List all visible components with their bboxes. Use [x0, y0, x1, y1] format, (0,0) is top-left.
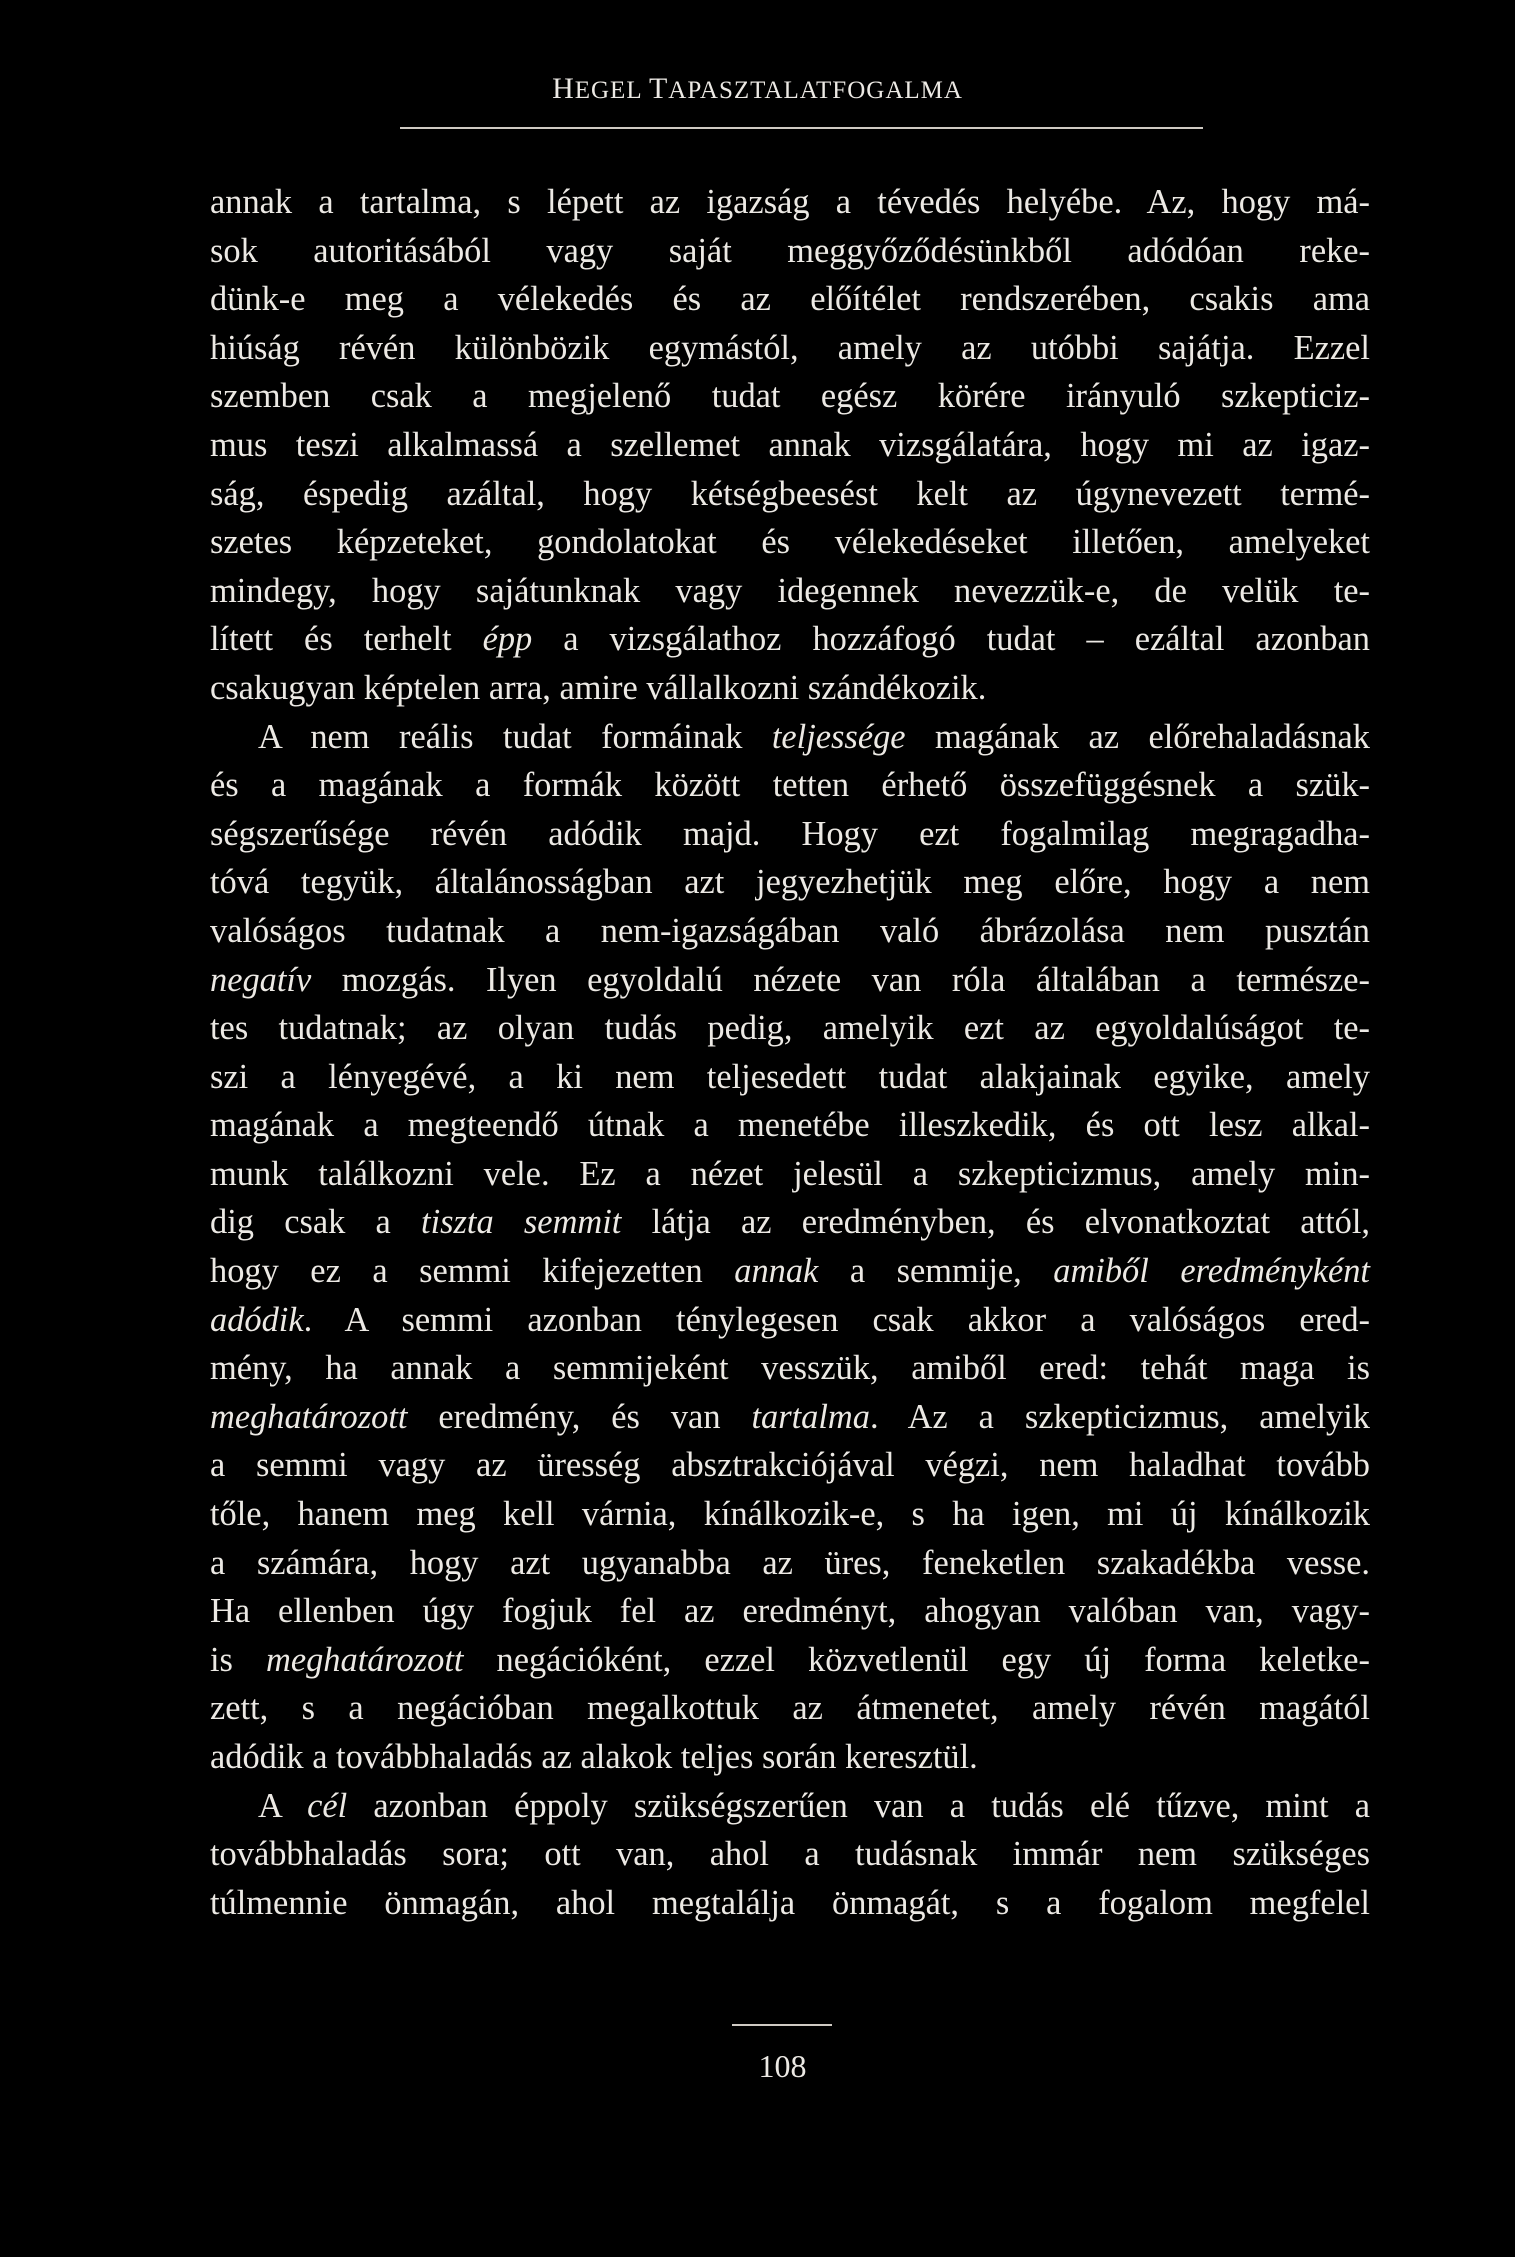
text-line: csakugyan képtelen arra, amire vállalkozni szándékozik.: [210, 668, 987, 707]
emphasized-term: tiszta semmit: [421, 1203, 622, 1242]
text-line: tóvá tegyük, általánosságban azt jegyezhetjük meg előre, hogy a nem: [210, 863, 1370, 902]
text-line: dünk-e meg a vélekedés és az előítélet rendszerében, csakis ama: [210, 280, 1370, 319]
body-text: [210, 178, 1370, 1927]
text-line: a számára, hogy azt ugyanabba az üres, feneketlen szakadékba vesse.: [210, 1543, 1370, 1582]
text-line: a semmi vagy az üresség absztrakciójával végzi, nem haladhat tovább: [210, 1446, 1370, 1485]
emphasized-term: cél: [307, 1786, 348, 1825]
emphasized-term: tartalma: [751, 1397, 870, 1436]
footer-rule: [732, 2024, 832, 2026]
text-line: dig csak a tiszta semmit látja az eredményben, és elvonatkoztat attól,: [210, 1203, 1370, 1242]
emphasized-term: amiből eredményként: [1053, 1252, 1370, 1291]
text-line: és a magának a formák között tetten érhető összefüggésnek a szük-: [210, 766, 1370, 805]
text-line: A cél azonban éppoly szükségszerűen van a tudás elé tűzve, mint a: [258, 1786, 1370, 1825]
text-line: szi a lényegévé, a ki nem teljesedett tudat alakjainak egyike, amely: [210, 1057, 1370, 1096]
text-line: Ha ellenben úgy fogjuk fel az eredményt, ahogyan valóban van, vagy-: [210, 1592, 1370, 1631]
emphasized-term: meghatározott: [266, 1640, 464, 1679]
text-line: sok autoritásából vagy saját meggyőződésünkből adódóan reke-: [210, 231, 1370, 270]
text-line: túlmennie önmagán, ahol megtalálja önmagát, s a fogalom megfelel: [210, 1883, 1370, 1922]
text-line: negatív mozgás. Ilyen egyoldalú nézete van róla általában a természe-: [210, 960, 1370, 999]
emphasized-term: annak: [734, 1252, 819, 1291]
emphasized-term: adódik: [210, 1300, 304, 1339]
text-line: mindegy, hogy sajátunknak vagy idegennek nevezzük-e, de velük te-: [210, 571, 1370, 610]
text-line: zett, s a negációban megalkottuk az átmenetet, amely révén magától: [210, 1689, 1370, 1728]
text-line: magának a megteendő útnak a menetébe illeszkedik, és ott lesz alkal-: [210, 1106, 1370, 1145]
text-line: valóságos tudatnak a nem-igazságában való ábrázolása nem pusztán: [210, 911, 1370, 950]
text-line: mus teszi alkalmassá a szellemet annak vizsgálatára, hogy mi az igaz-: [210, 425, 1370, 464]
emphasized-term: negatív: [210, 960, 312, 999]
text-line: hiúság révén különbözik egymástól, amely az utóbbi sajátja. Ezzel: [210, 328, 1370, 367]
text-line: is meghatározott negációként, ezzel közvetlenül egy új forma keletke-: [210, 1640, 1370, 1679]
text-line: tőle, hanem meg kell várnia, kínálkozik-e, s ha igen, mi új kínálkozik: [210, 1495, 1370, 1534]
text-line: ság, éspedig azáltal, hogy kétségbeesést kelt az úgynevezett termé-: [210, 474, 1370, 513]
text-line: mény, ha annak a semmijeként vesszük, amiből ered: tehát maga is: [210, 1349, 1370, 1388]
text-line: adódik a továbbhaladás az alakok teljes során keresztül.: [210, 1738, 978, 1776]
text-line: annak a tartalma, s lépett az igazság a tévedés helyébe. Az, hogy má-: [210, 183, 1370, 221]
text-line: munk találkozni vele. Ez a nézet jelesül a szkepticizmus, amely min-: [210, 1154, 1370, 1193]
text-line: ségszerűsége révén adódik majd. Hogy ezt fogalmilag megragadha-: [210, 814, 1370, 853]
emphasized-term: épp: [482, 620, 533, 659]
text-line: A nem reális tudat formáinak teljessége magának az előrehaladásnak: [258, 717, 1370, 756]
text-line: meghatározott eredmény, és van tartalma. Az a szkepticizmus, amelyik: [210, 1397, 1370, 1436]
text-line: tes tudatnak; az olyan tudás pedig, amelyik ezt az egyoldalúságot te-: [210, 1009, 1370, 1048]
text-line: adódik. A semmi azonban ténylegesen csak akkor a valóságos ered-: [210, 1300, 1370, 1339]
text-line: lített és terhelt épp a vizsgálathoz hozzáfogó tudat – ezáltal azonban: [210, 620, 1371, 659]
header-rule: [400, 127, 1203, 129]
emphasized-term: meghatározott: [210, 1397, 408, 1436]
running-header: HEGEL TAPASZTALATFOGALMA: [552, 72, 963, 105]
text-line: hogy ez a semmi kifejezetten annak a semmije, amiből eredményként: [210, 1252, 1370, 1291]
page-number: 108: [758, 2048, 807, 2084]
text-line: szemben csak a megjelenő tudat egész körére irányuló szkepticiz-: [210, 377, 1370, 416]
text-line: továbbhaladás sora; ott van, ahol a tudásnak immár nem szükséges: [210, 1835, 1370, 1874]
emphasized-term: teljessége: [771, 717, 906, 756]
text-line: szetes képzeteket, gondolatokat és vélekedéseket illetően, amelyeket: [210, 523, 1370, 562]
